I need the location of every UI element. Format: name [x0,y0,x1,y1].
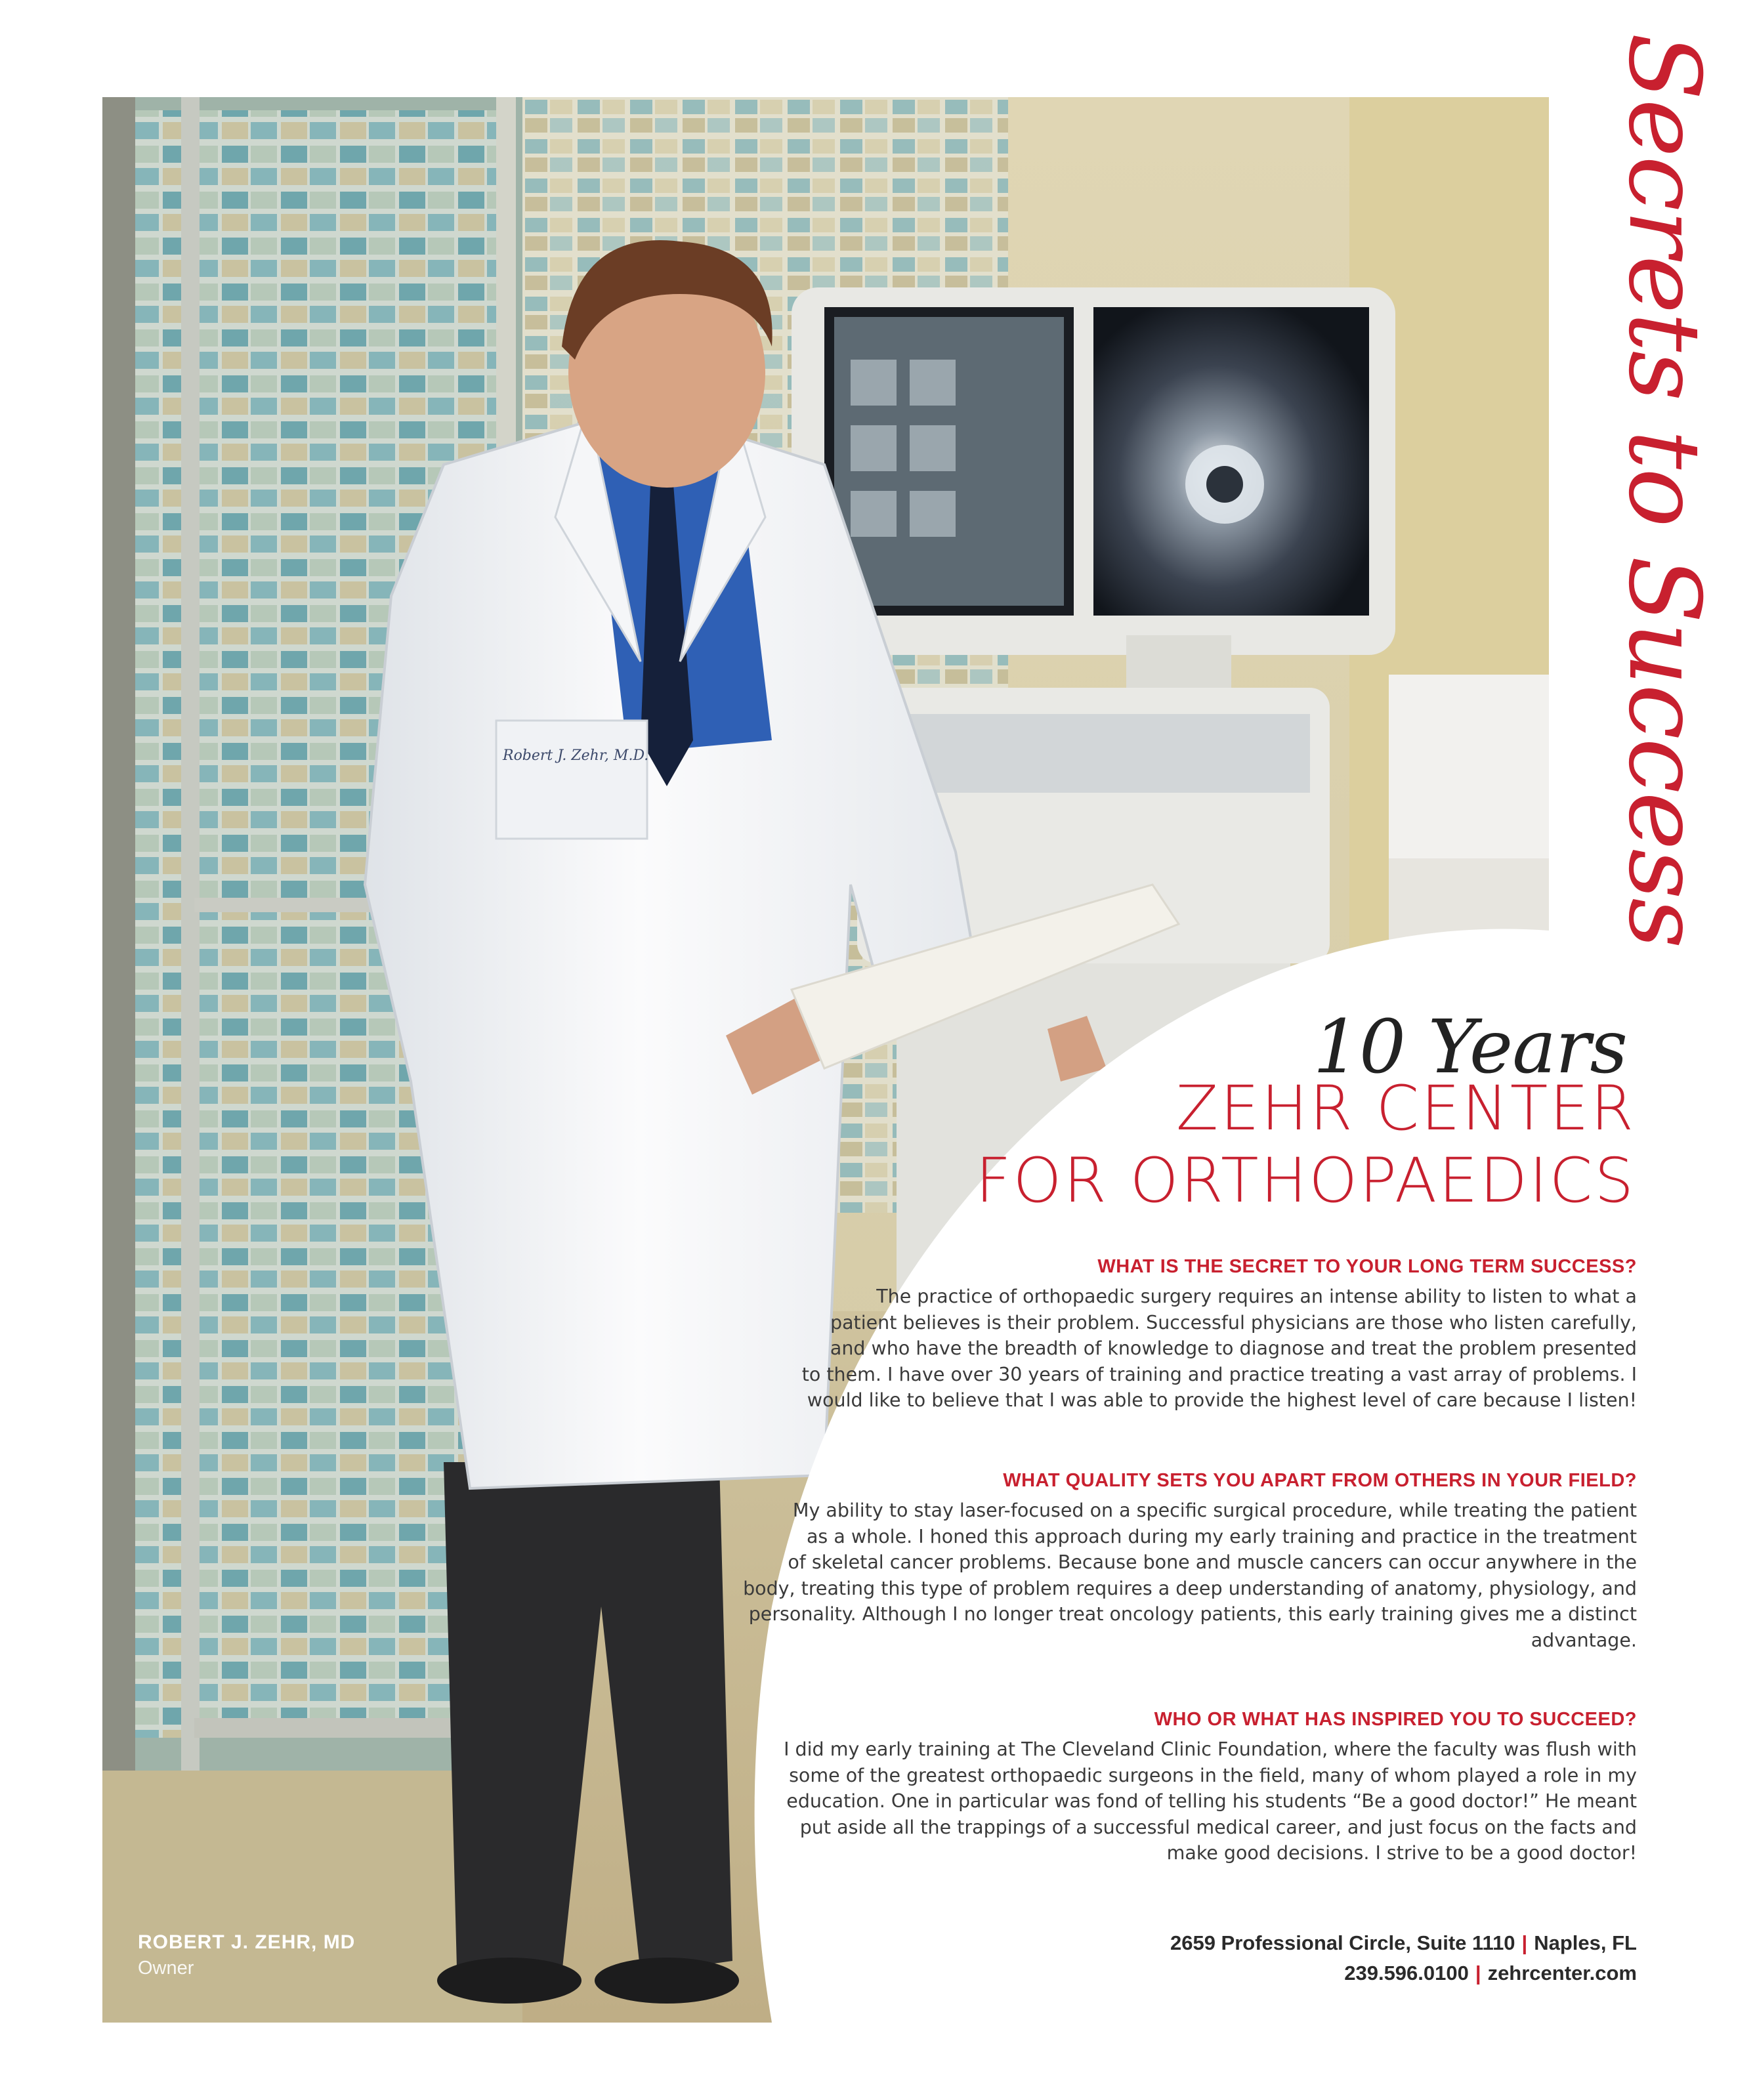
contact-block [1170,1928,1637,1988]
answer-line: My ability to stay laser-focused on a specific surgical procedure, while treating the patient [792,1500,1637,1521]
separator: | [1521,1931,1528,1954]
answer-line: The practice of orthopaedic surgery requires an intense ability to listen to what a [876,1286,1637,1307]
answer-line: would like to believe that I was able to provide the highest level of care because I listen! [807,1389,1637,1411]
person-role: Owner [138,1958,194,1979]
qa-section [672,1708,1637,1866]
answer-line: to them. I have over 30 years of training and practice treating a vast array of problems. I [801,1363,1637,1385]
answer-line: advantage. [1531,1629,1637,1651]
qa-answer [672,1736,1637,1866]
answer-line: patient believes is their problem. Successful physicians are those who listen carefully, [830,1311,1637,1334]
phone[interactable]: 239.596.0100 [1344,1962,1469,1984]
answer-line: I did my early training at The Cleveland Clinic Foundation, where the faculty was flush with [784,1738,1637,1760]
address: 2659 Professional Circle, Suite 1110 [1170,1931,1515,1954]
answer-line: make good decisions. I strive to be a good doctor! [1166,1842,1637,1864]
qa-section [672,1469,1637,1653]
qa-question: WHO OR WHAT HAS INSPIRED YOU TO SUCCEED? [1154,1709,1637,1730]
answer-line: personality. Although I no longer treat oncology patients, this early training gives me a distinct [748,1603,1637,1625]
coat-embroidery: Robert J. Zehr, M.D. [503,747,649,764]
city: Naples, FL [1534,1931,1637,1954]
answer-line: and who have the breadth of knowledge to diagnose and treat the problem presented [830,1337,1637,1359]
qa-answer [672,1498,1637,1653]
org-name [975,1073,1636,1217]
qa-section [672,1255,1637,1414]
qa-question: WHAT IS THE SECRET TO YOUR LONG TERM SUCCESS? [1097,1256,1637,1277]
website-link[interactable]: zehrcenter.com [1487,1962,1637,1984]
contact-line-address [1170,1928,1637,1958]
person-name: ROBERT J. ZEHR, MD [138,1931,356,1953]
qa-answer [672,1284,1637,1414]
answer-line: as a whole. I honed this approach during my early training and practice in the treatment [806,1525,1637,1547]
answer-line: put aside all the trappings of a successful medical career, and just focus on the facts and [799,1816,1637,1838]
separator: | [1475,1962,1481,1984]
org-name-line2: FOR ORTHOPAEDICS [975,1145,1636,1217]
series-title: Secrets to Success [1607,33,1721,948]
years-label: 10 Years [1313,1005,1627,1090]
answer-line: of skeletal cancer problems. Because bone and muscle cancers can occur anywhere in the [788,1551,1637,1573]
photo-caption [138,1929,355,1981]
answer-line: education. One in particular was fond of telling his students “Be a good doctor!” He meant [786,1790,1637,1812]
org-name-line1: ZEHR CENTER [1175,1073,1636,1144]
answer-line: some of the greatest orthopaedic surgeons in the field, many of whom played a role in my [789,1764,1637,1786]
qa-question: WHAT QUALITY SETS YOU APART FROM OTHERS IN YOUR FIELD? [1003,1470,1637,1491]
answer-line: body, treating this type of problem requires a deep understanding of anatomy, physiology, and [743,1577,1637,1599]
contact-line-phone [1170,1958,1637,1988]
